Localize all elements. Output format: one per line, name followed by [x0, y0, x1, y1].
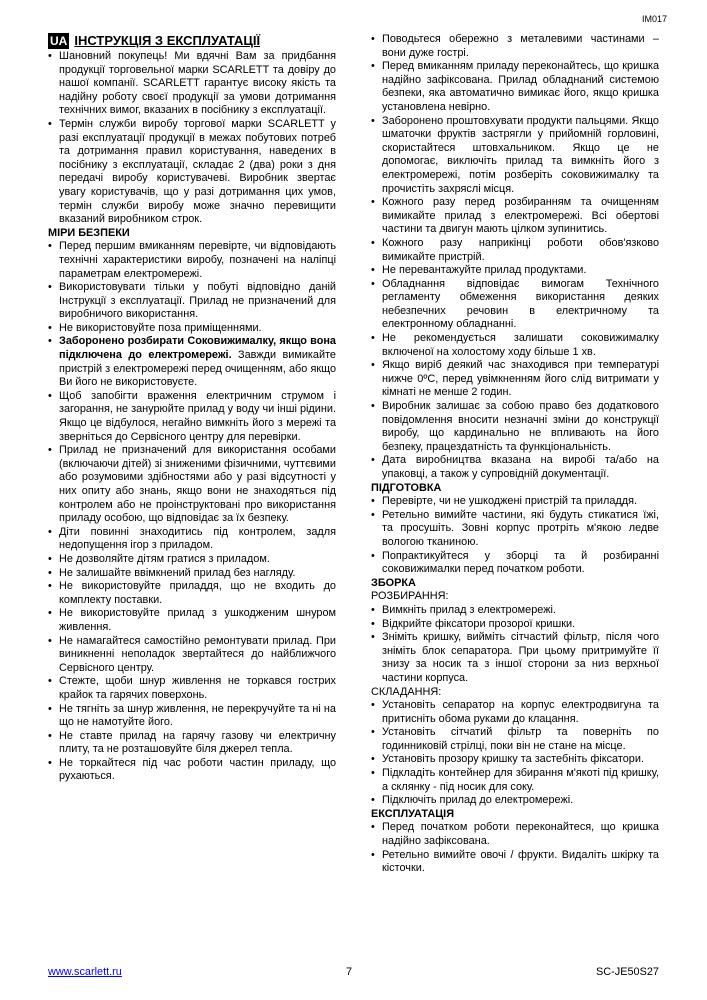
- list-item: • Не залишайте ввімкнений прилад без нагляду.: [48, 567, 336, 581]
- list-item: • Не ставте прилад на гарячу газову чи електричну плиту, та не розташовуйте біля джерел тепла.: [48, 730, 336, 757]
- title-row: [48, 33, 336, 49]
- disassembly-list: [371, 604, 659, 686]
- safety-list-continued: [371, 33, 659, 482]
- list-item-warning: [48, 335, 336, 389]
- website-link[interactable]: www.scarlett.ru: [48, 966, 122, 978]
- list-item: • Установіть сітчатий фільтр та поверніть по годинниковій стрілці, поки він не стане на місце.: [371, 726, 659, 753]
- section-heading-operation: ЕКСПЛУАТАЦІЯ: [371, 807, 455, 820]
- operation-list: [371, 821, 659, 875]
- list-item: • Прилад не призначений для використання особами (включаючи дітей) зі зниженими фізичними, чуттєвими або розумовими здібностями або у разі відсутності у них опиту або знань, якщо вони не знаходяться під контролем або не проінструктовані про використання приладу особою, що відповідає за їх безпеку.: [48, 444, 336, 526]
- warning-text: Завжди вимикайте пристрій з електромережі перед очищенням, або якщо Ви його не використовуєте.: [59, 349, 336, 389]
- list-item: • Зніміть кришку, вийміть сітчастий фільтр, після чого зніміть блок сепаратора. При цьому притримуйте її знизу за носик та з іншої сторони за низ верхньої частини корпуса.: [371, 631, 659, 685]
- list-item: • Заборонено проштовхувати продукти пальцями. Якщо шматочки фруктів застрягли у прийомній горловині, скористайтеся штовхальником. Якщо це не допомогає, виключіть прилад та вимкніть його з електромережі, потім розберіть соковижималку та прочистіть захряслі місця.: [371, 115, 659, 197]
- list-item: • Вимкніть прилад з електромережі.: [371, 604, 659, 618]
- list-item: • Установіть прозору кришку та застебніть фіксатори.: [371, 753, 659, 767]
- safety-list: [48, 240, 336, 784]
- list-item: • Перевірте, чи не ушкоджені пристрій та приладдя.: [371, 495, 659, 509]
- assembly-list: [371, 699, 659, 808]
- list-item: • Попрактикуйтеся у зборці та й розбиранні соковижималки перед початком роботи.: [371, 550, 659, 577]
- list-item: • Шановний покупець! Ми вдячні Вам за придбання продукції торговельної марки SCARLETT та довіру до нашої компанії. SCARLETT гарантує високу якість та надійну роботу своєї продукції за умови дотримання технічних вимог, вказаних в посібнику з експлуатації.: [48, 50, 336, 118]
- model-number: SC-JE50S27: [596, 966, 659, 978]
- page-title: ІНСТРУКЦІЯ З ЕКСПЛУАТАЦІЇ: [74, 33, 261, 49]
- page-number: 7: [346, 966, 353, 978]
- list-item: • Щоб запобігти враження електричним струмом і загорання, не занурюйте прилад у воду чи інші рідини. Якщо це відбулося, негайно вимкніть його з мережі та зверніться до Сервісного центру для перевірки.: [48, 390, 336, 444]
- list-item: • Стежте, щоби шнур живлення не торкався гострих крайок та гарячих поверхонь.: [48, 675, 336, 702]
- list-item: • Обладнання відповідає вимогам Технічного регламенту обмеження використання деяких небезпечних речовин в електричному та електронному обладнанні.: [371, 278, 659, 332]
- list-item: • Підключіть прилад до електромережі.: [371, 794, 659, 808]
- section-heading-safety: МІРИ БЕЗПЕКИ: [48, 226, 130, 239]
- list-item: • Перед першим вмиканням перевірте, чи відповідають технічні характеристики виробу, позначені на наліпці параметрам електромережі.: [48, 240, 336, 281]
- list-item: • Не рекомендується залишати соковижималку включеної на холостому ходу більше 1 хв.: [371, 332, 659, 359]
- section-heading-assembly: ЗБОРКА: [371, 576, 416, 589]
- document-code: IM017: [641, 14, 667, 24]
- warning-bold-text: Заборонено розбирати Соковижималку, якщо вона підключена до електромережі.: [59, 335, 336, 362]
- subheading-disassembly: РОЗБИРАННЯ:: [371, 590, 449, 603]
- list-item: • Не перевантажуйте прилад продуктами.: [371, 264, 659, 278]
- left-column: [48, 33, 336, 784]
- list-item: • Діти повинні знаходитись під контролем, задля недопущення ігор з приладом.: [48, 526, 336, 553]
- list-item: • Не використовуйте поза приміщеннями.: [48, 322, 336, 336]
- intro-list: [48, 50, 336, 227]
- list-item: • Якщо виріб деякий час знаходився при температурі нижче 0ºC, перед увімкненням його слід витримати у кімнаті не менше 2 годин.: [371, 359, 659, 400]
- list-item: • Не тягніть за шнур живлення, не перекручуйте та ні на що не намотуйте його.: [48, 703, 336, 730]
- list-item: • Кожного разу перед розбиранням та очищенням вимикайте прилад з електромережі. Всі обертові частини та двигун мають цілком зупинитись.: [371, 196, 659, 237]
- list-item: • Не використовуйте прилад з ушкодженим шнуром живлення.: [48, 607, 336, 634]
- language-badge: UA: [50, 34, 68, 48]
- list-item: • Не дозволяйте дітям гратися з приладом.: [48, 553, 336, 567]
- list-item: • Поводьтеся обережно з металевими частинами – вони дуже гострі.: [371, 33, 659, 60]
- list-item: • Не намагайтеся самостійно ремонтувати прилад. При виникненні неполадок звертайтеся до найближчого Сервісного центру.: [48, 635, 336, 676]
- list-item: • Не використовуйте приладдя, що не входить до комплекту поставки.: [48, 580, 336, 607]
- section-heading-preparation: ПІДГОТОВКА: [371, 481, 442, 494]
- list-item: • Виробник залишає за собою право без додаткового повідомлення вносити незначні зміни до конструкції виробу, що кардинально не впливають на його безпеку, працездатність та функціональність.: [371, 400, 659, 454]
- list-item: • Не торкайтеся під час роботи частин приладу, що рухаються.: [48, 757, 336, 784]
- list-item: • Установіть сепаратор на корпус електродвигуна та притисніть обома руками до клацання.: [371, 699, 659, 726]
- subheading-assembly: СКЛАДАННЯ:: [371, 685, 442, 698]
- list-item: • Термін служби виробу торгової марки SCARLETT у разі експлуатації продукції в межах побутових потреб та дотримання правил користування, наведених в посібнику з експлуатації, складає 2 (два) роки з дня передачі виробу користувачеві. Виробник звертає увагу користувачів, що у разі дотримання цих умов, термін служби виробу може значно перевищити вказаний виробником строк.: [48, 118, 336, 227]
- preparation-list: [371, 495, 659, 577]
- list-item: • Кожного разу наприкінці роботи обов'язково вимикайте пристрій.: [371, 237, 659, 264]
- list-item: • Підкладіть контейнер для збирання м'якоті під кришку, а склянку - під носик для соку.: [371, 767, 659, 794]
- right-column: [371, 33, 659, 876]
- list-item: • Відкрийте фіксатори прозорої кришки.: [371, 618, 659, 632]
- list-item: • Перед початком роботи переконайтеся, що кришка надійно зафіксована.: [371, 821, 659, 848]
- list-item: • Дата виробництва вказана на виробі та/або на упаковці, а також у супровідній документації.: [371, 454, 659, 481]
- list-item: • Використовувати тільки у побуті відповідно даній Інструкції з експлуатації. Прилад не призначений для виробничого використання.: [48, 281, 336, 322]
- list-item: • Ретельно вимийте овочі / фрукти. Видаліть шкірку та кісточки.: [371, 849, 659, 876]
- list-item: • Ретельно вимийте частини, які будуть стикатися їжі, та просушіть. Зовні корпус протріть м'якою ледве вологою тканиною.: [371, 509, 659, 550]
- list-item: • Перед вмиканням приладу переконайтесь, що кришка надійно зафіксована. Прилад обладнаний системою безпеки, яка автоматично вимикає його, якщо кришка установлена невірно.: [371, 60, 659, 114]
